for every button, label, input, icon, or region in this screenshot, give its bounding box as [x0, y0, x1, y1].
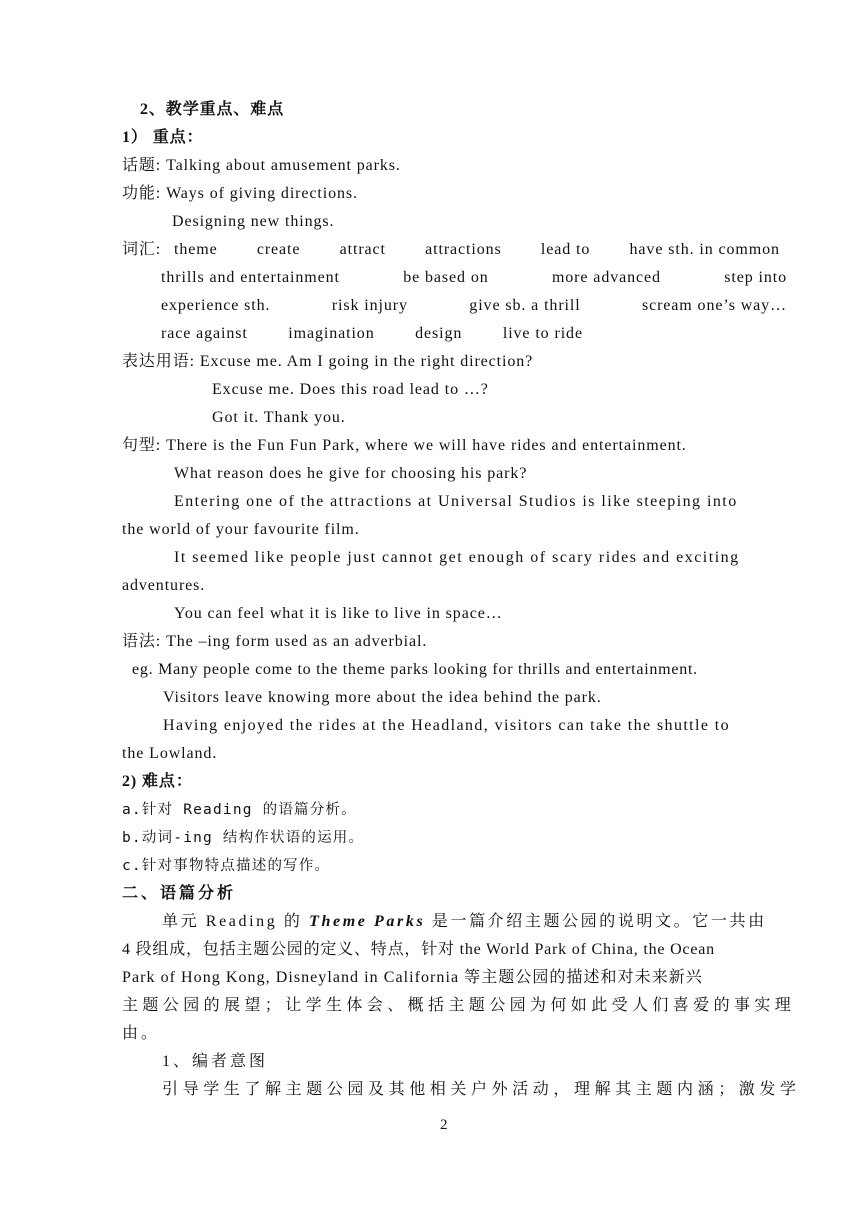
analysis-line: 主题公园的展望；让学生体会、概括主题公园为何如此受人们喜爱的事实理 — [122, 997, 796, 1014]
vocab-item: live to ride — [502, 325, 583, 342]
section-heading-discourse-analysis: 二、语篇分析 — [122, 885, 237, 902]
difficulties-heading: 2) 难点： — [122, 773, 193, 790]
grammar-example: Visitors leave knowing more about the idea behind the park. — [163, 689, 602, 706]
sentence-pattern: There is the Fun Fun Park, where we will have rides and entertainment. — [166, 437, 687, 454]
editor-intent-heading: 1、编者意图 — [162, 1053, 269, 1070]
vocab-item: have sth. in common — [629, 241, 780, 258]
difficulty-item: b.动词-ing 结构作状语的运用。 — [122, 830, 365, 846]
difficulty-item: c.针对事物特点描述的写作。 — [122, 858, 331, 874]
vocab-item: give sb. a thrill — [469, 297, 581, 314]
grammar-label: 语法: — [122, 633, 162, 650]
editor-intent-text: 引导学生了解主题公园及其他相关户外活动，理解其主题内涵；激发学 — [162, 1081, 801, 1098]
function-text: Ways of giving directions. — [166, 185, 358, 202]
sentence-pattern: Entering one of the attractions at Universal Studios is like steeping into — [174, 493, 738, 510]
vocab-item: risk injury — [331, 297, 408, 314]
sentence-pattern-cont: the world of your favourite film. — [122, 521, 360, 538]
vocab-item: imagination — [288, 325, 375, 342]
topic-text: Talking about amusement parks. — [166, 157, 401, 174]
grammar-line — [122, 632, 427, 652]
vocab-item: thrills and entertainment — [161, 269, 340, 286]
sentence-pattern: You can feel what it is like to live in space… — [174, 605, 503, 622]
vocab-item: step into — [724, 269, 787, 286]
expression-line: Excuse me. Does this road lead to …? — [212, 381, 489, 398]
vocabulary-label: 词汇: — [122, 241, 162, 258]
difficulty-item: a.针对 Reading 的语篇分析。 — [122, 802, 357, 818]
analysis-line: 由。 — [122, 1025, 161, 1042]
vocab-item: attract — [339, 241, 386, 258]
vocabulary-line-2 — [161, 268, 787, 288]
topic-label: 话题: — [122, 157, 162, 174]
vocabulary-line-4 — [161, 324, 583, 344]
vocab-item: experience sth. — [161, 297, 271, 314]
analysis-line — [162, 912, 767, 932]
section-heading-key-difficult: 2、教学重点、难点 — [140, 101, 285, 118]
function-line — [122, 184, 358, 204]
analysis-line: 4 段组成，包括主题公园的定义、特点，针对 the World Park of China, the Ocean — [122, 941, 715, 958]
vocabulary-line-3 — [161, 296, 787, 316]
function-text-2: Designing new things. — [172, 213, 335, 230]
vocab-item: design — [415, 325, 463, 342]
vocab-item: race against — [161, 325, 248, 342]
vocab-item: create — [256, 241, 301, 258]
vocab-item: theme — [174, 241, 218, 258]
vocab-item: more advanced — [551, 269, 661, 286]
vocab-item: scream one’s way… — [641, 297, 787, 314]
vocab-item: attractions — [425, 241, 502, 258]
sentence-pattern: It seemed like people just cannot get enough of scary rides and exciting — [174, 549, 740, 566]
grammar-example-cont: the Lowland. — [122, 745, 218, 762]
expressions-label: 表达用语: — [122, 353, 195, 370]
sentence-pattern-cont: adventures. — [122, 577, 206, 594]
key-points-heading: 1） 重点： — [122, 129, 204, 146]
reading-title: Theme Parks — [309, 913, 426, 930]
sentence-pattern: What reason does he give for choosing his park? — [174, 465, 528, 482]
vocab-item: be based on — [403, 269, 489, 286]
vocab-item: lead to — [540, 241, 591, 258]
expression-line: Excuse me. Am I going in the right direction? — [199, 353, 534, 370]
grammar-text: The –ing form used as an adverbial. — [166, 633, 428, 650]
grammar-example: eg. Many people come to the theme parks looking for thrills and entertainment. — [132, 661, 698, 678]
expression-line: Got it. Thank you. — [212, 409, 346, 426]
vocabulary-line-1 — [174, 240, 780, 260]
expressions-line — [122, 352, 533, 372]
topic-line — [122, 156, 401, 176]
analysis-text: 单元 Reading 的 — [162, 913, 310, 930]
analysis-line: Park of Hong Kong, Disneyland in California 等主题公园的描述和对未来新兴 — [122, 969, 703, 986]
grammar-example: Having enjoyed the rides at the Headland, visitors can take the shuttle to — [163, 717, 731, 734]
sentence-patterns-label: 句型: — [122, 437, 162, 454]
page-number: 2 — [440, 1117, 448, 1133]
function-label: 功能: — [122, 185, 162, 202]
sentence-patterns-line — [122, 436, 687, 456]
analysis-text: 是一篇介绍主题公园的说明文。它一共由 — [425, 913, 767, 930]
